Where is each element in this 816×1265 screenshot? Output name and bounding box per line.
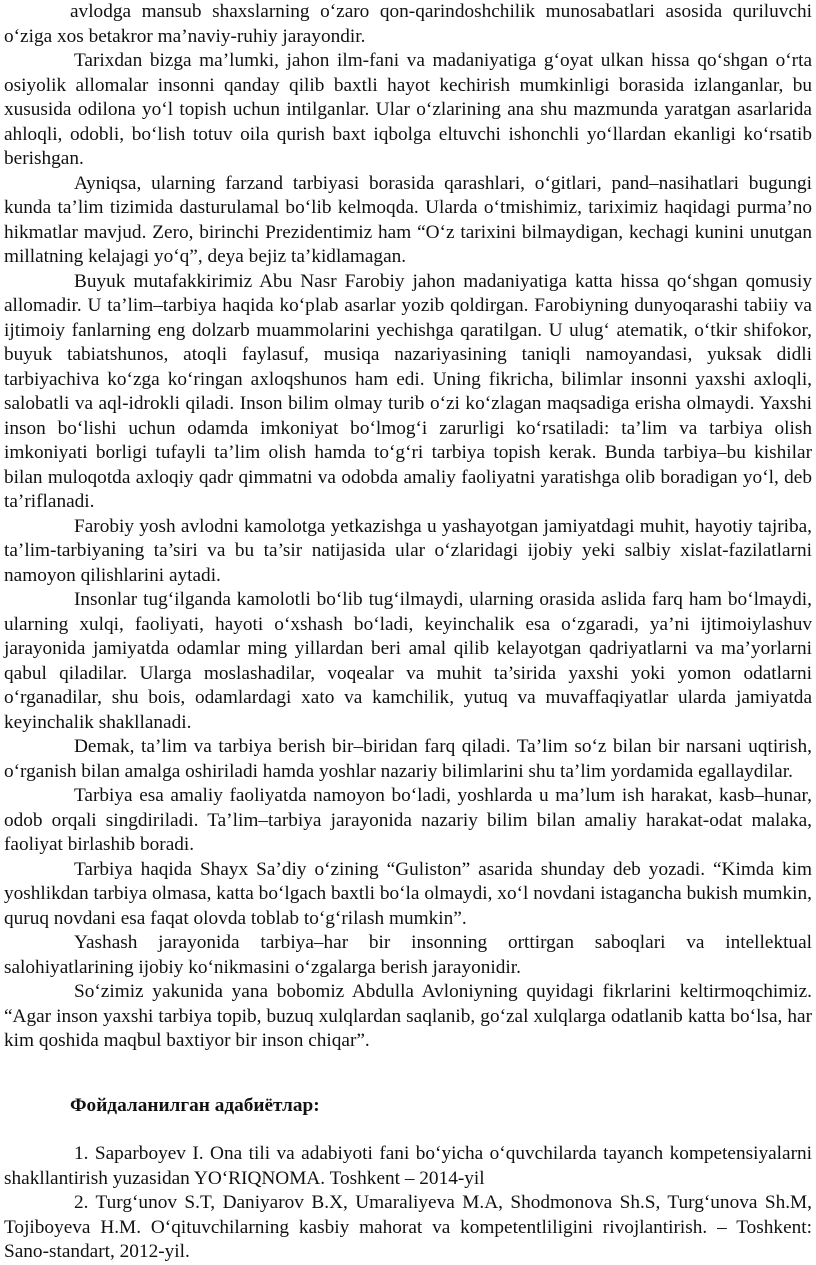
paragraph-11: So‘zimiz yakunida yana bobomiz Abdulla Avloniyning quyidagi fikrlarini keltirmoqchimiz. “Agar inson yaxshi tarbiya topib, buzuq xulqlardan saqlanib, go‘zal xulqlarga odatlanib katta bo‘lsa, har kim qoshida maqbul baxtiyor bir inson chiqar”.: [4, 981, 812, 1051]
paragraph-2: Tarixdan bizga ma’lumki, jahon ilm-fani va madaniyatiga g‘oyat ulkan hissa qo‘shgan o‘rta osiyolik allomalar insonni qanday qilib baxtli hayot kechirish mumkinligi borasida izlanganlar, bu xususida odilona yo‘l topish uchun intilganlar. Ular o‘zlarining ana shu mazmunda yaratgan asarlarida ahloqli, odobli, bo‘lish totuv oila qurish baxt iqbolga eltuvchi ishonchli yo‘llardan ekanligi ko‘rsatib berishgan.: [4, 50, 812, 169]
paragraph-9: Tarbiya haqida Shayx Sa’diy o‘zining “Guliston” asarida shunday deb yozadi. “Kimda kim yoshlikdan tarbiya olmasa, katta bo‘lgach baxtli bo‘la olmaydi, xo‘l novdani istaganchа bukish mumkin, quruq novdani esa faqat olovda toblab to‘g‘rilash mumkin”.: [4, 858, 812, 929]
reference-item-2: 2. Turg‘unov S.T, Daniyarov B.X, Umaraliyeva M.A, Shodmonova Sh.S, Turg‘unova Sh.M, Tojiboyeva H.M. O‘qituvchilarning kasbiy mahorat va kompetentliligini rivojlantirish. – Toshkent: Sano-standart, 2012-yil.: [4, 1192, 812, 1262]
paragraph-8: Tarbiya esa amaliy faoliyatda namoyon bo‘ladi, yoshlarda u ma’lum ish harakat, kasb–hunar, odob orqali singdiriladi. Ta’lim–tarbiya jarayonida nazariy bilim bilan amaliy harakat-odat malaka, faoliyat birlashib boradi.: [4, 785, 812, 855]
paragraph-5: Farobiy yosh avlodni kamolotga yetkazishga u yashayotgan jamiyatdagi muhit, hayotiy tajriba, ta’lim-tarbiyaning ta’siri va bu ta’sir natijasida ular o‘zlaridagi ijobiy yeki salbiy xislat-fazilatlarni namoyon qilishlarini aytadi.: [4, 515, 812, 586]
references-list: [4, 1142, 812, 1265]
paragraph-4: Buyuk mutafakkirimiz Abu Nasr Farobiy jahon madaniyatiga katta hissa qo‘shgan qomusiy allomadir. U ta’lim–tarbiya haqida ko‘plab asarlar yozib qoldirgan. Farobiyning dunyoqarashi tabiiy va ijtimoiy fanlarning eng dolzarb muammolarini yechishga qaratilgan. U ulug‘ atematik, o‘tkir shifokor, buyuk tabiatshunos, atoqli faylasuf, musiqa nazariyasining taniqli namoyandasi, yuksak didli tarbiyachiva ko‘zga ko‘ringan axloqshunos ham edi. Uning fikricha, bilimlar insonni yaxshi axloqli, salobatli va aql-idrokli qiladi. Inson bilim olmay turib o‘zi ko‘zlagan maqsadiga erisha olmaydi. Yaxshi inson bo‘lishi uchun odamda imkoniyat bo‘lmog‘i zarurligi ko‘rsatiladi: ta’lim va tarbiya olish imkoniyati borligi tufayli ta’lim olish hamda to‘g‘ri tarbiya topish kerak. Bunda tarbiya–bu kishilar bilan muloqotda axloqiy qadr qimmatni va odobda amaliy faoliyatni yaratishga olib boradigan yo‘l, deb ta’riflanadi.: [4, 270, 812, 512]
paragraph-3: Ayniqsa, ularning farzand tarbiyasi borasida qarashlari, o‘gitlari, pand–nasihatlari bugungi kunda ta’lim tizimida dasturulamal bo‘lib kelmoqda. Ularda o‘tmishimiz, tariximiz haqidagi purma’no hikmatlar mavjud. Zero, birinchi Prezidentimiz ham “O‘z tarixini bilmaydigan, kechagi kunini unutgan millatning kelajagi yo‘q”, deya bejiz ta’kidlamagan.: [4, 172, 812, 267]
paragraph-10: Yashash jarayonida tarbiya–har bir insonning orttirgan saboqlari va intellektual salohiyatlarining ijobiy ko‘nikmasini o‘zgalarga berish jarayonidir.: [4, 932, 812, 978]
reference-item-1: 1. Saparboyev I. Ona tili va adabiyoti fani bo‘yicha o‘quvchilarda tayanch kompetensiyalarni shakllantirish yuzasidan YO‘RIQNOMA. Toshkent – 2014-yil: [4, 1143, 812, 1189]
paragraph-6: Insonlar tug‘ilganda kamolotli bo‘lib tug‘ilmaydi, ularning orasida aslida farq ham bo‘lmaydi, ularning xulqi, faoliyati, hayoti o‘xshash bo‘ladi, keyinchalik esa o‘zgaradi, ya’ni ijtimoiylashuv jarayonida jamiyatda odamlar ming yillardan beri amal qilib kelayotgan qadriyatlarni va ma’yorlarni qabul qiladilar. Ularga moslashadilar, voqealar va muhit ta’sirida yaxshi yoki yomon odatlarni o‘rganadilar, shu bois, odamlardagi xato va kamchilik, yutuq va muvaffaqiyatlar ularda jamiyatda keyinchalik shakllanadi.: [4, 589, 812, 733]
paragraph-1: avlodga mansub shaxslarning o‘zaro qon-qarindoshchilik munosabatlari asosida quriluvchi o‘ziga xos betakror ma’naviy-ruhiy jarayondir.: [4, 1, 812, 47]
paragraph-7: Demak, ta’lim va tarbiya berish bir–biridan farq qiladi. Ta’lim so‘z bilan bir narsani uqtirish, o‘rganish bilan amalga oshiriladi hamda yoshlar nazariy bilimlarini shu ta’lim yordamida egallaydilar.: [4, 736, 812, 782]
references-heading: Фойдаланилган адабиётлар:: [70, 1094, 320, 1116]
